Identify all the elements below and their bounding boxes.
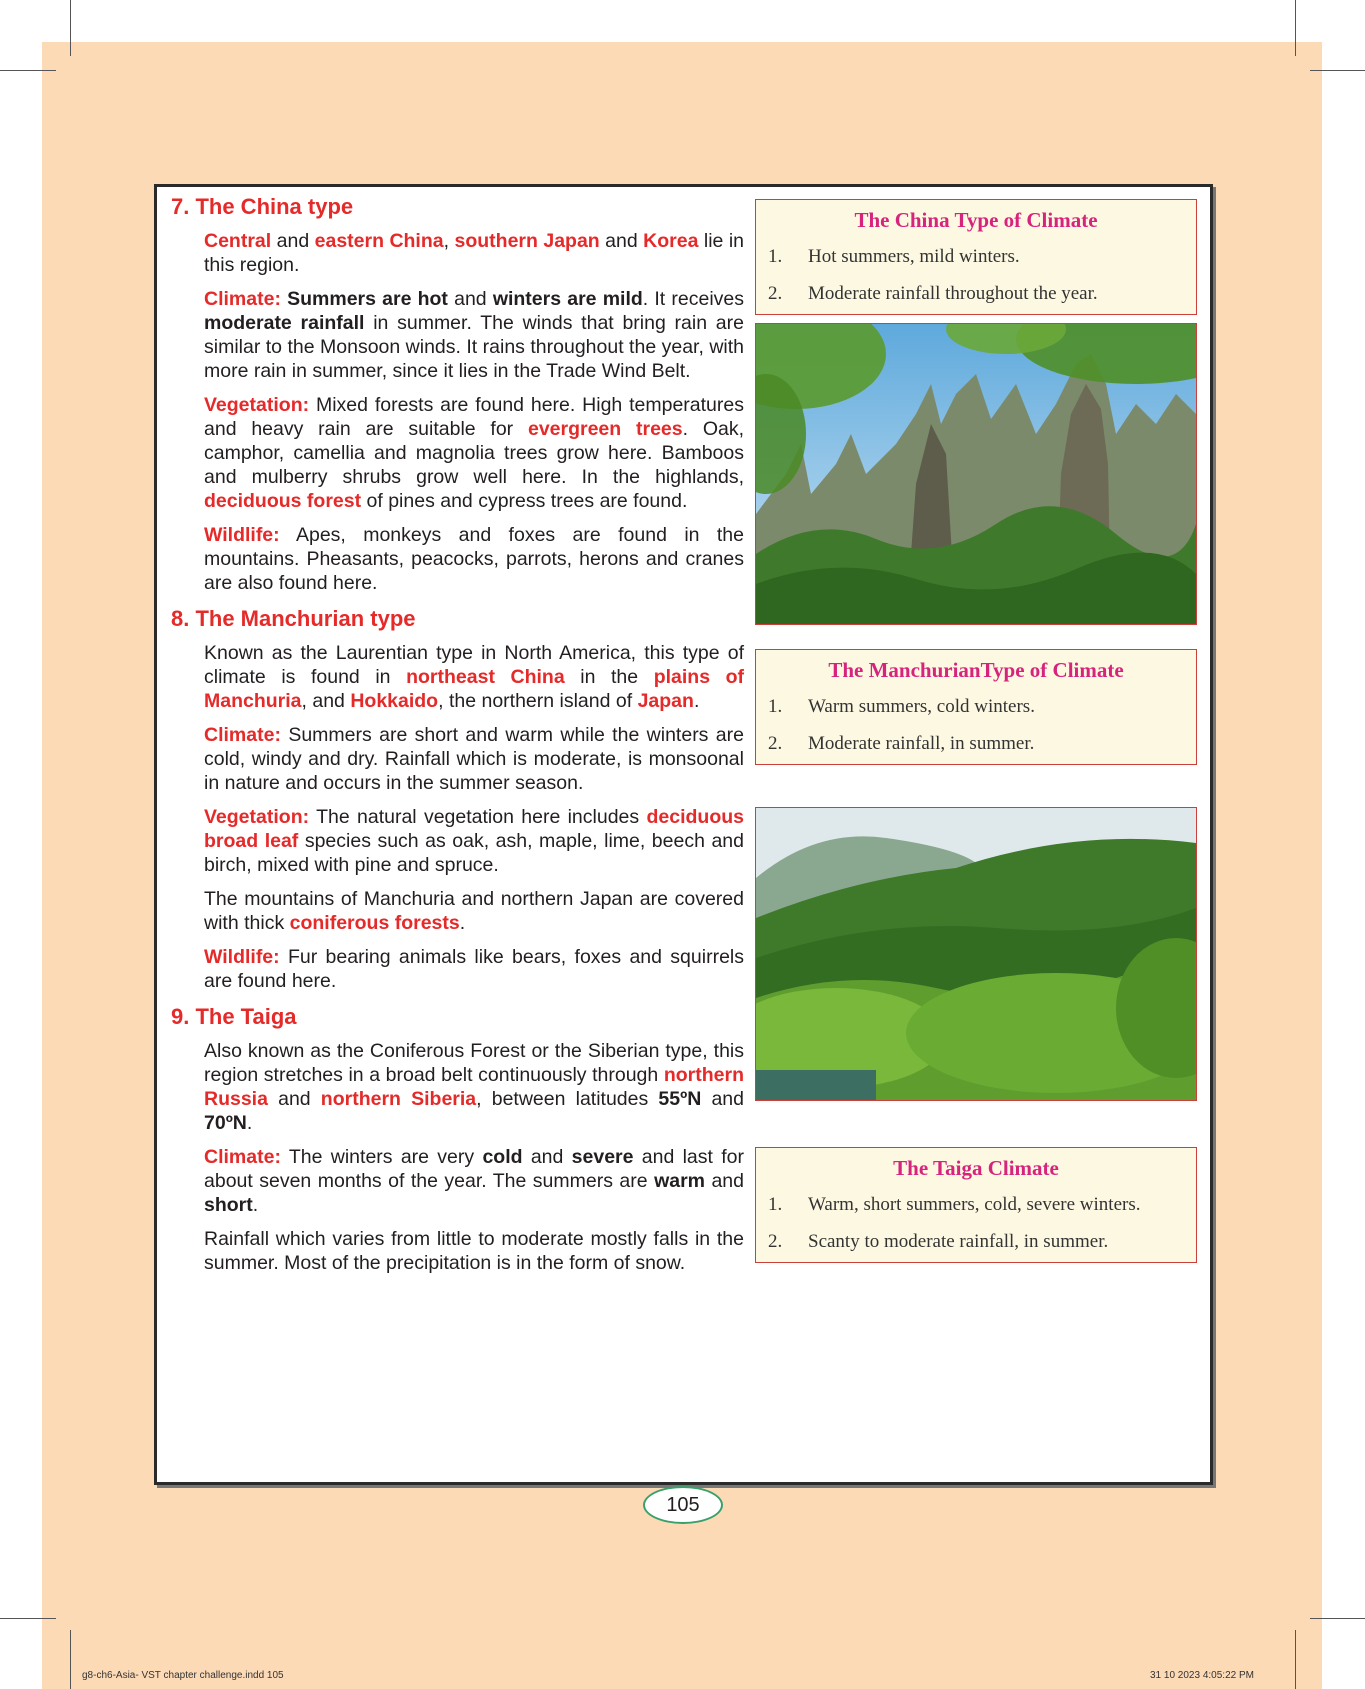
text-run: , xyxy=(443,230,455,252)
highlight-term: Wildlife: xyxy=(204,946,280,968)
item-number: 1. xyxy=(768,245,783,267)
item-text: Hot summers, mild winters. xyxy=(808,245,1020,267)
section-paragraph xyxy=(204,523,744,595)
text-run: . xyxy=(693,690,700,712)
text-run: and xyxy=(701,1088,745,1110)
infobox-item xyxy=(756,1223,1196,1260)
highlight-term: Korea xyxy=(643,230,699,252)
section-paragraph xyxy=(204,287,744,383)
text-run: of pines and cypress trees are found. xyxy=(361,490,688,512)
infobox-item xyxy=(756,688,1196,725)
text-run: Rainfall which varies from little to moderate mostly falls in the summer. Most of the precipitation is in the form of snow. xyxy=(204,1228,744,1274)
text-run: in the xyxy=(564,666,654,688)
item-text: Moderate rainfall throughout the year. xyxy=(808,282,1098,304)
text-run: Fur bearing animals like bears, foxes and squirrels are found here. xyxy=(204,946,744,992)
footer-timestamp: 31 10 2023 4:05:22 PM xyxy=(1150,1670,1254,1681)
text-run: Known as the Laurentian type in North America, this type of climate is found in xyxy=(204,642,744,688)
text-run: and xyxy=(522,1146,572,1168)
section-paragraph xyxy=(204,887,744,935)
text-run: . xyxy=(459,912,466,934)
highlight-term: southern Japan xyxy=(454,230,600,252)
main-text-column xyxy=(171,193,744,1285)
item-text: Warm summers, cold winters. xyxy=(808,695,1035,717)
text-run: species such as oak, ash, maple, lime, beech and birch, mixed with pine and spruce. xyxy=(204,830,744,876)
text-run: Mixed forests are found here. High temperatures and heavy rain are suitable for xyxy=(204,394,744,440)
highlight-term: eastern China xyxy=(314,230,444,252)
section-paragraph xyxy=(204,641,744,713)
text-run: Summers are short and warm while the winters are cold, windy and dry. Rainfall which is moderate, is monsoonal in nature and occurs in the summer season. xyxy=(204,724,744,794)
bold-term: warm xyxy=(654,1170,706,1192)
infobox-title: The Taiga Climate xyxy=(893,1156,1059,1180)
bold-term: severe xyxy=(571,1146,634,1168)
highlight-term: plains of Manchuria xyxy=(204,666,745,712)
text-run: The natural vegetation here includes xyxy=(309,806,647,828)
section-paragraph xyxy=(204,945,744,993)
manchurian-climate-infobox xyxy=(755,649,1197,765)
text-run: , between latitudes xyxy=(476,1088,659,1110)
manchurian-forest-photo xyxy=(755,807,1197,1101)
page-number: 105 xyxy=(643,1486,723,1524)
highlight-term: deciduous broad leaf xyxy=(204,806,744,852)
section-paragraph xyxy=(204,805,744,877)
crop-mark xyxy=(70,1630,71,1689)
text-run: , and xyxy=(301,690,351,712)
infobox-title: The China Type of Climate xyxy=(854,208,1098,232)
text-run: . xyxy=(252,1194,259,1216)
infobox-item xyxy=(756,275,1196,312)
bold-term: winters are mild xyxy=(492,288,643,310)
text-run: and xyxy=(271,230,315,252)
bold-term: 70ºN xyxy=(204,1112,247,1134)
item-number: 2. xyxy=(768,732,783,754)
item-text: Moderate rainfall, in summer. xyxy=(808,732,1035,754)
china-landscape-photo xyxy=(755,323,1197,625)
text-run: and last for about seven months of the year. The summers are xyxy=(204,1146,744,1192)
highlight-term: Vegetation: xyxy=(204,806,310,828)
text-run: , the northern island of xyxy=(438,690,638,712)
crop-mark xyxy=(70,0,71,56)
text-run: lie in this region. xyxy=(204,230,745,276)
taiga-climate-infobox xyxy=(755,1147,1197,1263)
footer-filename: g8-ch6-Asia- VST chapter challenge.indd 105 xyxy=(82,1670,284,1681)
text-run: Apes, monkeys and foxes are found in the mountains. Pheasants, peacocks, parrots, herons and cranes are also found here. xyxy=(204,524,744,594)
crop-mark xyxy=(1295,1630,1296,1689)
section-paragraph xyxy=(204,393,744,513)
infobox-item xyxy=(756,725,1196,762)
section-paragraph xyxy=(204,723,744,795)
text-run: and xyxy=(599,230,644,252)
text-run: The winters are very xyxy=(280,1146,483,1168)
section-paragraph xyxy=(204,229,744,277)
section-paragraph xyxy=(204,1039,744,1135)
china-climate-infobox xyxy=(755,199,1197,315)
highlight-term: northeast China xyxy=(406,666,565,688)
item-text: Warm, short summers, cold, severe winters. xyxy=(808,1193,1141,1215)
highlight-term: Vegetation: xyxy=(204,394,310,416)
section-paragraph xyxy=(204,1145,744,1217)
bold-term: cold xyxy=(482,1146,523,1168)
section-title: 9. The Taiga xyxy=(171,1004,297,1029)
item-text: Scanty to moderate rainfall, in summer. xyxy=(808,1230,1109,1252)
bold-term: Summers are hot xyxy=(287,288,448,310)
item-number: 2. xyxy=(768,282,783,304)
crop-mark xyxy=(1310,1618,1365,1619)
section-title: 7. The China type xyxy=(171,194,354,219)
highlight-term: Climate: xyxy=(204,724,281,746)
section-paragraph xyxy=(204,1227,744,1275)
infobox-title: The ManchurianType of Climate xyxy=(828,658,1124,682)
text-run: and xyxy=(705,1170,744,1192)
item-number: 2. xyxy=(768,1230,783,1252)
crop-mark xyxy=(1295,0,1296,56)
text-run: Also known as the Coniferous Forest or the Siberian type, this region stretches in a broad belt continuously through xyxy=(204,1040,744,1086)
text-run: The mountains of Manchuria and northern Japan are covered with thick xyxy=(204,888,744,934)
infobox-item xyxy=(756,1186,1196,1223)
infobox-item xyxy=(756,238,1196,275)
item-number: 1. xyxy=(768,695,783,717)
item-number: 1. xyxy=(768,1193,783,1215)
highlight-term: evergreen trees xyxy=(527,418,683,440)
bold-term: moderate rainfall xyxy=(204,312,365,334)
highlight-term: Climate: xyxy=(204,288,281,310)
content-panel xyxy=(154,184,1213,1485)
highlight-term: Hokkaido xyxy=(350,690,439,712)
text-run: in summer. The winds that bring rain are similar to the Monsoon winds. It rains throughout the year, with more rain in summer, since it lies in the Trade Wind Belt. xyxy=(204,312,744,382)
bold-term: 55ºN xyxy=(658,1088,702,1110)
highlight-term: Wildlife: xyxy=(204,524,280,546)
highlight-term: Japan xyxy=(637,690,694,712)
crop-mark xyxy=(1310,70,1365,71)
highlight-term: deciduous forest xyxy=(204,490,362,512)
text-run: and xyxy=(447,288,493,310)
crop-mark xyxy=(0,1618,56,1619)
text-run: and xyxy=(267,1088,321,1110)
bold-term: short xyxy=(204,1194,253,1216)
highlight-term: northern Russia xyxy=(204,1064,744,1110)
section-title: 8. The Manchurian type xyxy=(171,606,416,631)
text-run: . xyxy=(246,1112,253,1134)
highlight-term: Climate: xyxy=(204,1146,281,1168)
text-run: . Oak, camphor, camellia and magnolia trees grow here. Bamboos and mulberry shrubs grow well here. In the highlands, xyxy=(204,418,744,488)
highlight-term: coniferous forests xyxy=(289,912,460,934)
crop-mark xyxy=(0,70,56,71)
highlight-term: Central xyxy=(204,230,272,252)
highlight-term: northern Siberia xyxy=(320,1088,477,1110)
text-run: . It receives xyxy=(642,288,745,310)
